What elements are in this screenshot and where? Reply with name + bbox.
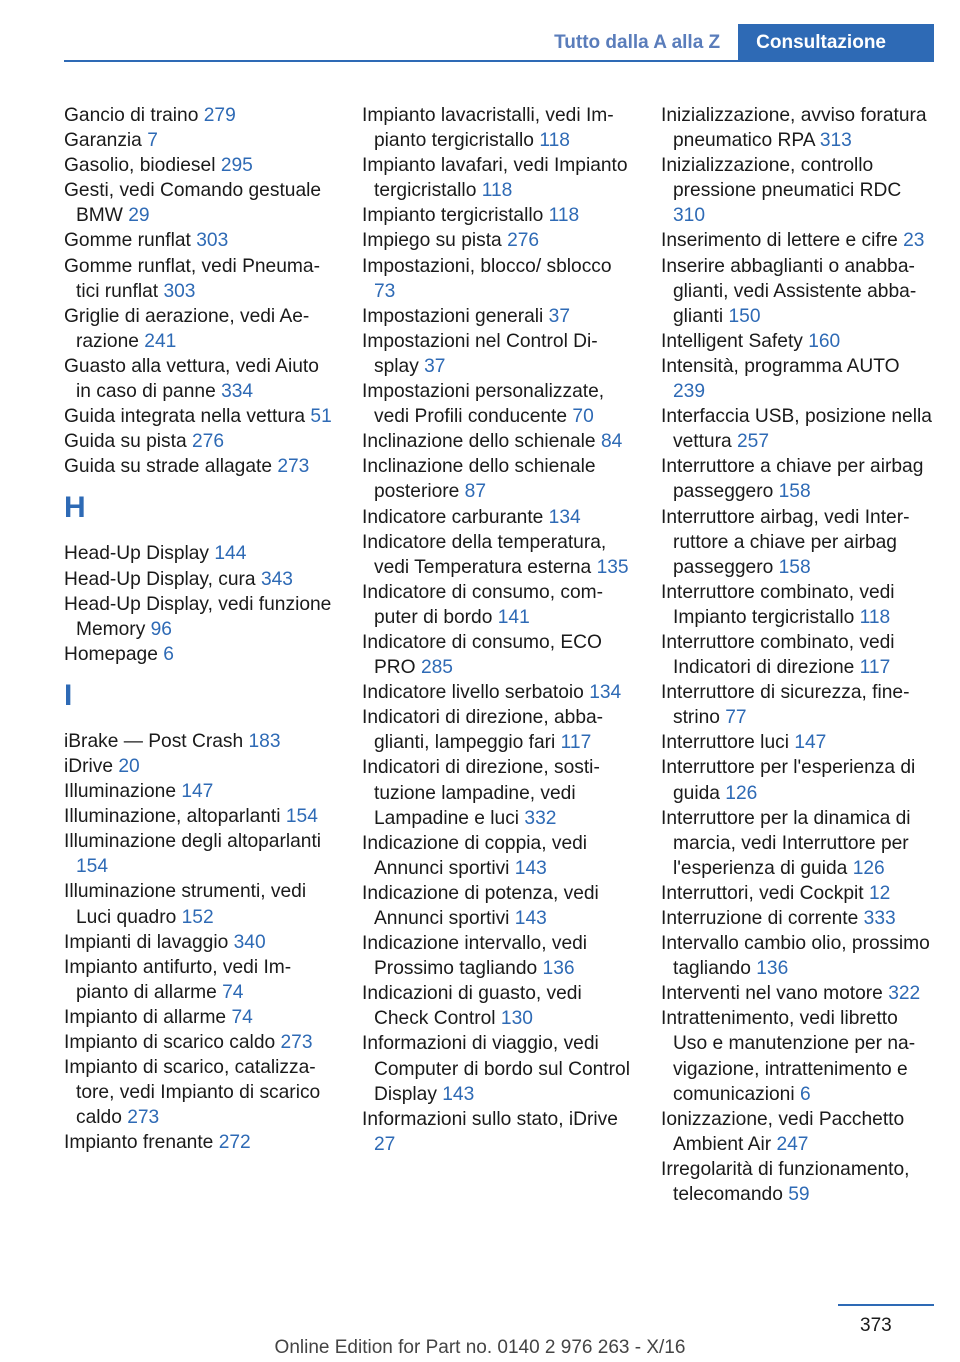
index-entry: [64, 642, 336, 667]
index-entry-text: Informazioni sullo stato, iDrive: [362, 1108, 618, 1130]
page-reference-link[interactable]: 239: [673, 381, 706, 403]
index-entry: [362, 379, 634, 429]
index-entry: [661, 806, 933, 881]
index-entry-text: Impianto lavacristalli, vedi Impianto tergicristallo: [362, 105, 614, 152]
page-reference-link[interactable]: 118: [481, 180, 513, 202]
index-entry-text: Interruttore combinato, vedi Impianto tergicristallo: [661, 581, 895, 628]
index-entry: [661, 354, 933, 404]
page-reference-link[interactable]: 77: [725, 707, 747, 729]
index-entry: [661, 153, 933, 228]
index-entry: [362, 228, 634, 253]
index-entry-text: Indicatore carburante: [362, 506, 544, 528]
page-reference-link[interactable]: 334: [221, 381, 254, 403]
page-reference-link[interactable]: 126: [725, 782, 758, 804]
index-entry: [64, 1130, 336, 1155]
index-entry: [661, 906, 933, 931]
index-entry-text: Indicatore di consumo, ECO PRO: [362, 631, 602, 679]
index-entry-text: Impiego su pista: [362, 230, 502, 252]
index-entry-text: Griglie di aerazione, vedi Aerazione: [64, 305, 310, 352]
index-entry: [64, 128, 336, 153]
index-entry-text: Interruttore combinato, vedi Indicatori di direzione: [661, 631, 895, 679]
index-entry-text: Illuminazione strumenti, vedi Luci quadro: [64, 881, 307, 928]
index-column-1: [64, 103, 336, 1155]
index-entry-text: Illuminazione: [64, 781, 176, 803]
index-entry: [362, 981, 634, 1031]
page-reference-link[interactable]: 279: [203, 105, 236, 126]
index-entry: [661, 454, 933, 504]
index-entry: [362, 454, 634, 504]
index-entry-text: Interruttore a chiave per airbag passeggero: [661, 456, 924, 503]
index-entry-text: Intervallo cambio olio, prossimo tagliando: [661, 933, 930, 980]
page-reference-link[interactable]: 276: [507, 230, 540, 252]
page-reference-link[interactable]: 118: [548, 205, 580, 227]
page-reference-link[interactable]: 152: [181, 906, 214, 928]
index-entry: [661, 404, 933, 454]
index-entry: [661, 730, 933, 755]
index-entry: [362, 153, 634, 203]
index-entry-text: Indicatore della temperatura, vedi Temperatura esterna: [362, 531, 607, 578]
index-entry-text: Garanzia: [64, 130, 142, 152]
index-entry-text: Impostazioni personalizzate, vedi Profili conducente: [362, 381, 605, 428]
page-reference-link[interactable]: 130: [500, 1008, 533, 1030]
page-reference-link[interactable]: 332: [524, 807, 557, 829]
page-reference-link[interactable]: 273: [127, 1107, 160, 1129]
index-entry-text: iDrive: [64, 755, 114, 777]
page-reference-link[interactable]: 87: [464, 481, 487, 503]
index-entry: [362, 881, 634, 931]
page-reference-link[interactable]: 257: [737, 431, 770, 453]
page-reference-link[interactable]: 136: [542, 958, 575, 980]
page-reference-link[interactable]: 154: [76, 856, 109, 878]
index-entry: [64, 1005, 336, 1030]
page-reference-link[interactable]: 118: [539, 130, 570, 152]
index-entry: [64, 153, 336, 178]
index-entry-text: Interruttore luci: [661, 732, 789, 754]
page-reference-link[interactable]: 143: [514, 908, 547, 929]
page-reference-link[interactable]: 272: [218, 1132, 251, 1154]
page-reference-link[interactable]: 322: [888, 983, 921, 1005]
page-reference-link[interactable]: 295: [220, 155, 253, 177]
index-entry: [362, 505, 634, 530]
page-reference-link[interactable]: 141: [497, 606, 530, 628]
index-entry: [64, 404, 336, 429]
header-divider: [64, 60, 934, 62]
index-entry: [362, 329, 634, 379]
page-reference-link[interactable]: 144: [214, 543, 247, 565]
index-entry: [362, 755, 634, 830]
index-entry: [362, 429, 634, 454]
index-entry-text: Gomme runflat, vedi Pneumatici runflat: [64, 255, 320, 302]
index-entry-text: Intelligent Safety: [661, 330, 803, 352]
index-entry-text: Impianto tergicristallo: [362, 205, 544, 227]
index-entry: [64, 541, 336, 566]
page-reference-link[interactable]: 134: [548, 506, 581, 528]
index-column-2: [362, 103, 634, 1157]
page-reference-link[interactable]: 158: [778, 481, 811, 503]
index-entry-text: Guida su pista: [64, 431, 187, 453]
page-reference-link[interactable]: 273: [277, 456, 310, 478]
page-reference-link[interactable]: 310: [673, 205, 706, 227]
index-entry: [661, 680, 933, 730]
index-entry-text: Indicatore livello serbatoio: [362, 682, 584, 704]
page-reference-link[interactable]: 313: [819, 130, 852, 152]
page-reference-link[interactable]: 6: [163, 643, 174, 665]
index-entry: [64, 1055, 336, 1130]
index-entry: [362, 931, 634, 981]
page-reference-link[interactable]: 150: [728, 305, 761, 327]
index-entry: [362, 831, 634, 881]
index-entry-text: Intensità, programma AUTO: [661, 355, 900, 377]
index-entry: [661, 228, 933, 253]
index-entry-text: Intrattenimento, vedi libretto Uso e manutenzione per navigazione, intrattenimento e comunicazioni: [661, 1008, 916, 1105]
index-entry: [661, 931, 933, 981]
index-entry-text: Indicatori di direzione, abbaglianti, lampeggio fari: [362, 707, 604, 754]
index-entry-text: Head-Up Display, cura: [64, 568, 256, 590]
index-letter-heading: I: [64, 678, 73, 712]
index-entry-text: Interruttore per la dinamica di marcia, vedi Interruttore per l'esperienza di guida: [661, 807, 911, 879]
index-entry-text: Inclinazione dello schienale: [362, 431, 596, 453]
index-entry-text: Indicatori di direzione, sostituzione lampadine, vedi Lampadine e luci: [362, 757, 600, 829]
index-entry-text: Indicazioni di guasto, vedi Check Control: [362, 983, 582, 1030]
index-entry: [661, 630, 933, 680]
page-reference-link[interactable]: 74: [222, 981, 244, 1003]
page-reference-link[interactable]: 143: [514, 857, 547, 879]
index-entry-text: Interventi nel vano motore: [661, 983, 883, 1005]
index-entry-text: Impianti di lavaggio: [64, 931, 229, 953]
index-entry: [64, 592, 336, 642]
page-reference-link[interactable]: 84: [600, 431, 623, 453]
index-entry-text: Indicazione di potenza, vedi Annunci sportivi: [362, 882, 599, 929]
page-reference-link[interactable]: 74: [231, 1006, 253, 1028]
index-column-3: [661, 103, 933, 1207]
index-entry-text: Illuminazione degli altoparlanti: [64, 831, 322, 853]
index-entry: [661, 1006, 933, 1106]
index-entry-text: Impianto di scarico caldo: [64, 1032, 276, 1053]
index-entry-text: Indicazione di coppia, vedi Annunci sportivi: [362, 832, 588, 879]
page-reference-link[interactable]: 241: [144, 330, 177, 352]
index-entry-text: Gesti, vedi Comando gestuale BMW: [64, 180, 322, 227]
page-reference-link[interactable]: 29: [128, 205, 150, 227]
page-reference-link[interactable]: 333: [863, 908, 896, 929]
index-entry-text: Impianto antifurto, vedi Impianto di allarme: [64, 956, 292, 1003]
page-reference-link[interactable]: 59: [788, 1184, 810, 1206]
index-entry: [362, 1031, 634, 1106]
page-reference-link[interactable]: 158: [778, 556, 811, 578]
index-entry-text: Guida integrata nella vettura: [64, 406, 306, 428]
index-entry: [64, 103, 336, 128]
index-entry: [661, 103, 933, 153]
page-reference-link[interactable]: 117: [859, 657, 891, 679]
index-entry: [661, 981, 933, 1006]
index-entry-text: Gancio di traino: [64, 105, 199, 126]
footer-divider: [838, 1304, 934, 1306]
index-entry-text: Interruttore airbag, vedi Interruttore a chiave per airbag passeggero: [661, 506, 910, 578]
page-reference-link[interactable]: 134: [589, 682, 622, 704]
index-entry: [64, 879, 336, 929]
page-reference-link[interactable]: 27: [374, 1133, 396, 1155]
index-entry: [362, 680, 634, 705]
index-entry-text: Interruttore per l'esperienza di guida: [661, 757, 916, 804]
page-reference-link[interactable]: 276: [192, 431, 225, 453]
index-entry-text: Inizializzazione, avviso foratura pneumatico RPA: [661, 105, 927, 152]
index-entry: [64, 1030, 336, 1055]
index-entry-text: Impianto lavafari, vedi Impianto tergicristallo: [362, 155, 628, 202]
index-entry-text: Inserimento di lettere e cifre: [661, 230, 898, 252]
page-reference-link[interactable]: 160: [808, 330, 841, 352]
index-entry-text: iBrake — Post Crash: [64, 730, 244, 752]
index-entry-text: Interruttore di sicurezza, finestrino: [661, 682, 910, 729]
index-entry: [64, 779, 336, 804]
index-entry-text: Gomme runflat: [64, 230, 191, 252]
index-entry: [362, 705, 634, 755]
index-entry: [64, 454, 336, 479]
index-entry: [64, 754, 336, 779]
index-entry: [661, 254, 933, 329]
page-reference-link[interactable]: 7: [147, 130, 158, 152]
index-entry: [64, 804, 336, 829]
index-entry: [64, 178, 336, 228]
index-entry: [362, 304, 634, 329]
index-entry: [362, 530, 634, 580]
index-entry-text: Guasto alla vettura, vedi Aiuto in caso di panne: [64, 355, 319, 403]
index-letter-heading: H: [64, 491, 86, 525]
page-reference-link[interactable]: 37: [548, 305, 571, 327]
page-reference-link[interactable]: 136: [756, 958, 789, 980]
page-reference-link[interactable]: 303: [163, 280, 196, 302]
index-entry: [362, 203, 634, 228]
index-entry: [64, 930, 336, 955]
index-entry: [661, 1107, 933, 1157]
index-entry-text: Irregolarità di funzionamento, telecomando: [661, 1158, 910, 1206]
index-entry: [64, 429, 336, 454]
page-reference-link[interactable]: 147: [794, 732, 827, 754]
header-tabs: [536, 24, 934, 62]
index-entry-text: Head-Up Display: [64, 543, 210, 565]
index-entry: [362, 580, 634, 630]
index-entry-text: Impostazioni, blocco/ sblocco: [362, 255, 612, 277]
section-tab[interactable]: Tutto dalla A alla Z: [536, 24, 738, 62]
index-entry: [661, 1157, 933, 1207]
index-entry: [661, 580, 933, 630]
chapter-tab[interactable]: Consultazione: [738, 24, 934, 62]
index-entry: [64, 354, 336, 404]
page-reference-link[interactable]: 6: [799, 1083, 811, 1105]
index-entry: [362, 254, 634, 304]
index-entry-text: Ionizzazione, vedi Pacchetto Ambient Air: [661, 1108, 905, 1155]
index-entry-text: Gasolio, biodiesel: [64, 155, 216, 177]
index-entry-text: Inizializzazione, controllo pressione pneumatici RDC: [661, 155, 902, 202]
index-entry: [362, 103, 634, 153]
page-reference-link[interactable]: 340: [233, 931, 266, 953]
index-entry: [661, 755, 933, 805]
page-reference-link[interactable]: 273: [280, 1032, 313, 1053]
index-entry-text: Impianto di allarme: [64, 1006, 227, 1028]
page-number: 373: [860, 1315, 892, 1336]
page-reference-link[interactable]: 126: [852, 857, 885, 879]
index-entry: [64, 829, 336, 879]
page-reference-link[interactable]: 23: [903, 230, 925, 252]
index-entry-text: Head-Up Display, vedi funzione Memory: [64, 593, 332, 640]
page-reference-link[interactable]: 135: [596, 556, 629, 578]
index-entry: [64, 304, 336, 354]
page-reference-link[interactable]: 303: [196, 230, 229, 252]
index-entry: [64, 228, 336, 253]
index-entry-text: Inclinazione dello schienale posteriore: [362, 456, 596, 503]
page-reference-link[interactable]: 73: [374, 280, 396, 302]
edition-footer: Online Edition for Part no. 0140 2 976 263 - X/16: [274, 1337, 686, 1358]
index-entry-text: Impostazioni nel Control Display: [362, 330, 598, 377]
page-reference-link[interactable]: 118: [859, 606, 891, 628]
index-entry-text: Impianto frenante: [64, 1132, 214, 1154]
index-entry-text: Illuminazione, altoparlanti: [64, 806, 281, 828]
page-reference-link[interactable]: 247: [776, 1133, 809, 1155]
page-reference-link[interactable]: 12: [868, 882, 891, 904]
index-entry-text: Homepage: [64, 643, 158, 665]
page-reference-link[interactable]: 51: [310, 406, 332, 428]
index-entry: [64, 254, 336, 304]
index-entry: [64, 729, 336, 754]
page-reference-link[interactable]: 285: [420, 657, 453, 679]
index-entry-text: Informazioni di viaggio, vedi Computer di bordo sul Control Display: [362, 1033, 630, 1105]
page-reference-link[interactable]: 343: [260, 568, 293, 590]
index-entry-text: Interruzione di corrente: [661, 908, 859, 929]
index-entry-text: Indicatore di consumo, computer di bordo: [362, 581, 604, 628]
index-entry-text: Interruttori, vedi Cockpit: [661, 882, 864, 904]
page-reference-link[interactable]: 183: [248, 730, 281, 752]
index-entry: [661, 505, 933, 580]
index-entry: [64, 955, 336, 1005]
page-reference-link[interactable]: 70: [572, 406, 594, 428]
index-entry: [64, 567, 336, 592]
page-reference-link[interactable]: 117: [560, 732, 592, 754]
page-reference-link[interactable]: 147: [181, 781, 214, 803]
index-entry-text: Indicazione intervallo, vedi Prossimo tagliando: [362, 933, 588, 980]
index-entry: [661, 329, 933, 354]
page-reference-link[interactable]: 154: [285, 806, 318, 828]
index-entry: [661, 881, 933, 906]
index-entry-text: Inserire abbaglianti o anabbaglianti, vedi Assistente abbaglianti: [661, 255, 917, 327]
index-entry: [362, 1107, 634, 1157]
page-reference-link[interactable]: 37: [424, 355, 446, 377]
page-reference-link[interactable]: 143: [442, 1083, 475, 1105]
index-entry-text: Interfaccia USB, posizione nella vettura: [661, 406, 932, 453]
page-reference-link[interactable]: 96: [150, 618, 172, 640]
page-reference-link[interactable]: 20: [118, 755, 140, 777]
index-entry-text: Impostazioni generali: [362, 305, 544, 327]
index-entry: [362, 630, 634, 680]
index-entry-text: Guida su strade allagate: [64, 456, 272, 478]
index-entry-text: Impianto di scarico, catalizzatore, vedi Impianto di scarico caldo: [64, 1057, 321, 1129]
